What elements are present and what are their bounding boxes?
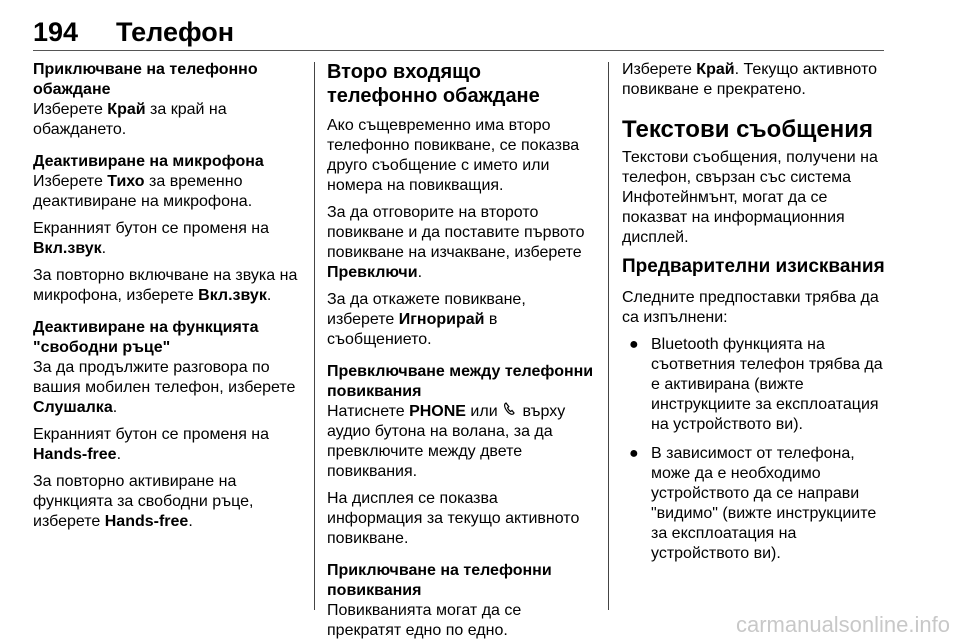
mic-heading: Деактивиране на микрофона	[33, 153, 264, 170]
column-divider-2	[608, 62, 609, 610]
page-number: 194	[33, 17, 79, 47]
mic-text-1: Изберете Тихо за временно деактивиране на микрофона.	[33, 173, 253, 210]
column-3	[622, 60, 892, 573]
column-1	[33, 60, 305, 532]
list-item: ● В зависимост от телефона, може да е необходимо устройството да се направи "видимо" (вижте инструкциите за експлоатация на устройството ви).	[629, 445, 877, 562]
bullet-icon: ●	[629, 445, 639, 462]
switch-calls-text-2: На дисплея се показва информация за текущо активното повикване.	[327, 490, 580, 547]
second-call-text-3: За да откажете повикване, изберете Игнорирай в съобщението.	[327, 291, 526, 348]
handsfree-text-1: За да продължите разговора по вашия мобилен телефон, изберете Слушалка.	[33, 359, 296, 416]
end-call-text: Изберете Край за край на обаждането.	[33, 101, 227, 138]
end-calls-text-1: Повикванията могат да се прекратят едно по едно.	[327, 602, 522, 639]
prerequisites-heading: Предварителни изисквания	[622, 256, 885, 277]
watermark: carmanualsonline.info	[735, 612, 950, 637]
bullet-icon: ●	[629, 336, 639, 353]
page-header	[33, 16, 883, 52]
handsfree-text-2: Екранният бутон се променя на Hands-free.	[33, 426, 270, 463]
header-divider	[33, 50, 884, 51]
switch-calls-heading: Превключване между телефонни повиквания	[327, 363, 594, 400]
switch-calls-text-1: Натиснете PHONE или върху аудио бутона на волана, за да превключите между двете повиквания.	[327, 403, 566, 480]
prerequisites-list	[622, 335, 892, 564]
prerequisites-text: Следните предпоставки трябва да са изпълнени:	[622, 289, 879, 326]
mic-text-2: Екранният бутон се променя на Вкл.звук.	[33, 220, 270, 257]
end-calls-heading: Приключване на телефонни повиквания	[327, 562, 552, 599]
page-title: Телефон	[116, 17, 235, 47]
handsfree-text-3: За повторно активиране на функцията за свободни ръце, изберете Hands-free.	[33, 473, 254, 530]
phone-handset-icon	[502, 402, 518, 422]
list-item: ● Bluetooth функцията на съответния телефон трябва да е активирана (вижте инструкциите за експлоатация на устройството ви).	[629, 336, 883, 433]
handsfree-heading: Деактивиране на функцията "свободни ръце"	[33, 319, 259, 356]
end-calls-continued: Изберете Край. Текущо активното повикване е прекратено.	[622, 61, 878, 98]
second-call-text-1: Ако същевременно има второ телефонно повикване, се показва друго съобщение с името или номера на повикващия.	[327, 117, 580, 194]
text-messages-text: Текстови съобщения, получени на телефон, свързан със система Инфотейнмънт, могат да се показват на информационния дисплей.	[622, 149, 878, 246]
column-divider-1	[314, 62, 315, 610]
column-2	[327, 60, 595, 641]
mic-text-3: За повторно включване на звука на микрофона, изберете Вкл.звук.	[33, 267, 298, 304]
text-messages-heading: Текстови съобщения	[622, 116, 873, 143]
second-call-heading: Второ входящо телефонно обаждане	[327, 61, 540, 107]
second-call-text-2: За да отговорите на второто повикване и да поставите първото повикване на изчакване, изберете Превключи.	[327, 204, 585, 281]
end-call-heading: Приключване на телефонно обаждане	[33, 61, 258, 98]
